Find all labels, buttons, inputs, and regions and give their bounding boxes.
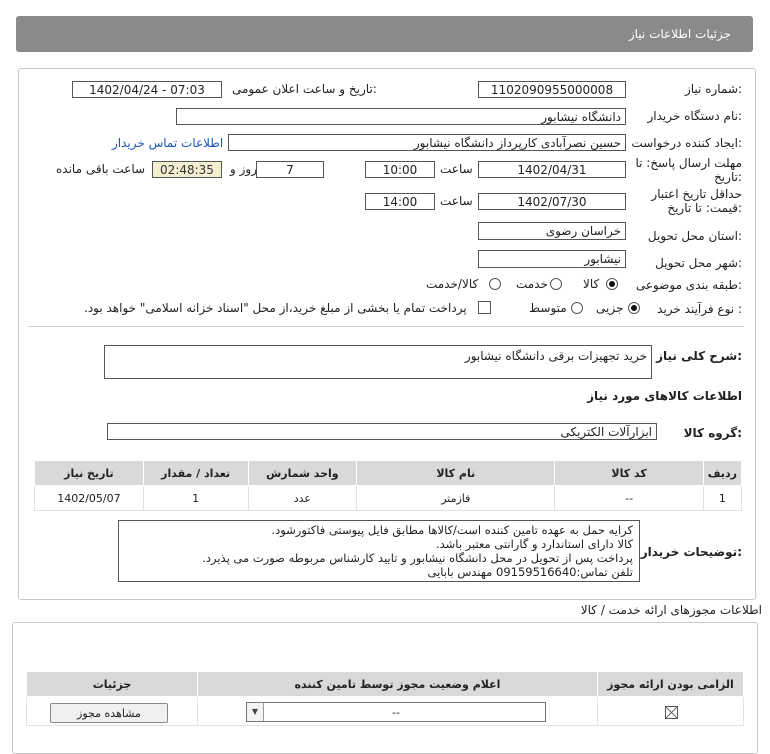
goods-group-label: گروه کالا: xyxy=(683,426,742,440)
city-label: شهر محل تحویل: xyxy=(655,256,742,270)
buyer-note-line: تلفن تماس:09159516640 مهندس بابایی xyxy=(427,565,633,579)
remaining-time-field: 02:48:35 xyxy=(152,161,222,178)
col-need-date: تاریخ نیاز xyxy=(35,461,144,486)
city-field: نیشابور xyxy=(478,250,626,268)
summary-field: خرید تجهیزات برقی دانشگاه نیشابور xyxy=(104,345,652,379)
col-unit: واحد شمارش xyxy=(248,461,357,486)
validity-time-field: 14:00 xyxy=(365,193,435,210)
announce-date-field: 1402/04/24 - 07:03 xyxy=(72,81,222,98)
cell-name: فازمتر xyxy=(357,486,555,511)
deadline-label-line1: مهلت ارسال پاسخ: تا xyxy=(635,156,742,170)
process-radio-minor[interactable] xyxy=(628,302,640,314)
goods-group-field: ابزارآلات الکتریکی xyxy=(107,423,657,440)
permit-required-checkbox-icon xyxy=(665,706,678,719)
need-number-field: 1102090955000008 xyxy=(478,81,626,98)
summary-label: شرح کلی نیاز: xyxy=(656,349,742,363)
days-label: روز و xyxy=(230,162,257,176)
col-row: ردیف xyxy=(703,461,741,486)
treasury-payment-checkbox[interactable] xyxy=(478,301,491,314)
goods-section-title: اطلاعات کالاهای مورد نیاز xyxy=(587,389,742,403)
cell-unit: عدد xyxy=(248,486,357,511)
permits-section-title: اطلاعات مجوزهای ارائه خدمت / کالا xyxy=(580,603,762,617)
permit-status-value: -- xyxy=(392,706,400,719)
announce-date-label: تاریخ و ساعت اعلان عمومی: xyxy=(232,82,377,96)
province-label: استان محل تحویل: xyxy=(647,229,742,243)
deadline-label xyxy=(635,156,742,184)
chevron-down-icon: ▼ xyxy=(247,703,264,721)
col-permit-required: الزامی بودن ارائه مجوز xyxy=(597,672,743,697)
need-number-label: شماره نیاز: xyxy=(684,82,742,96)
days-remaining-field: 7 xyxy=(256,161,324,178)
validity-time-label: ساعت xyxy=(440,194,473,208)
deadline-label-line2: تاریخ: xyxy=(714,170,742,184)
remaining-time-label: ساعت باقی مانده xyxy=(56,162,146,176)
validity-label-line1: حداقل تاریخ اعتبار xyxy=(651,187,742,201)
category-option-goods-service: کالا/خدمت xyxy=(426,277,479,291)
category-option-goods: کالا xyxy=(583,277,600,291)
buyer-note-line: کالا دارای استاندارد و گارانتی معتبر باشد. xyxy=(435,537,633,551)
col-permit-status: اعلام وضعیت مجوز توسط تامین کننده xyxy=(198,672,598,697)
permits-table-header xyxy=(27,672,744,697)
divider xyxy=(28,326,744,327)
col-permit-details: جزئیات xyxy=(27,672,198,697)
cell-need-date: 1402/05/07 xyxy=(35,486,144,511)
buyer-org-field: دانشگاه نیشابور xyxy=(176,108,626,125)
goods-table xyxy=(34,460,742,511)
validity-label-line2: قیمت: تا تاریخ: xyxy=(667,201,742,215)
buyer-contact-link[interactable]: اطلاعات تماس خریدار xyxy=(112,136,224,150)
category-label: طبقه بندی موضوعی: xyxy=(635,278,742,292)
table-row xyxy=(35,486,742,511)
permit-status-select[interactable] xyxy=(246,702,546,722)
validity-label xyxy=(651,187,742,215)
col-code: کد کالا xyxy=(555,461,703,486)
category-option-service: خدمت xyxy=(516,277,548,291)
cell-row: 1 xyxy=(703,486,741,511)
col-quantity: تعداد / مقدار xyxy=(143,461,248,486)
category-radio-service[interactable] xyxy=(550,278,562,290)
requester-label: ایجاد کننده درخواست: xyxy=(631,136,742,150)
process-option-medium: متوسط xyxy=(529,301,567,315)
category-radio-goods-service[interactable] xyxy=(489,278,501,290)
buyer-notes-field xyxy=(118,520,640,582)
province-field: خراسان رضوی xyxy=(478,222,626,240)
treasury-payment-note: پرداخت تمام یا بخشی از مبلغ خرید،از محل "اسناد خزانه اسلامی" خواهد بود. xyxy=(84,301,467,315)
process-label: نوع فرآیند خرید : xyxy=(657,302,742,316)
page-header xyxy=(16,16,753,52)
buyer-note-line: پرداخت پس از تحویل در محل دانشگاه نیشابور و تایید کارشناس مربوطه صورت می پذیرد. xyxy=(202,551,633,565)
page-title: جزئیات اطلاعات نیاز xyxy=(628,27,731,41)
process-radio-medium[interactable] xyxy=(571,302,583,314)
category-radio-goods[interactable] xyxy=(606,278,618,290)
cell-code: -- xyxy=(555,486,703,511)
deadline-time-label: ساعت xyxy=(440,162,473,176)
deadline-time-field: 10:00 xyxy=(365,161,435,178)
cell-quantity: 1 xyxy=(143,486,248,511)
buyer-org-label: نام دستگاه خریدار: xyxy=(647,109,742,123)
view-permit-button[interactable]: مشاهده مجوز xyxy=(50,703,168,723)
process-option-minor: جزیی xyxy=(596,301,624,315)
requester-field: حسین نصرآبادی کارپرداز دانشگاه نیشابور xyxy=(228,134,626,151)
buyer-note-line: کرایه حمل به عهده تامین کننده است/کالاها مطابق فایل پیوستی فاکتورشود. xyxy=(271,523,633,537)
goods-table-header xyxy=(35,461,742,486)
deadline-date-field: 1402/04/31 xyxy=(478,161,626,178)
validity-date-field: 1402/07/30 xyxy=(478,193,626,210)
buyer-notes-label: توضیحات خریدار: xyxy=(640,545,742,559)
col-name: نام کالا xyxy=(357,461,555,486)
